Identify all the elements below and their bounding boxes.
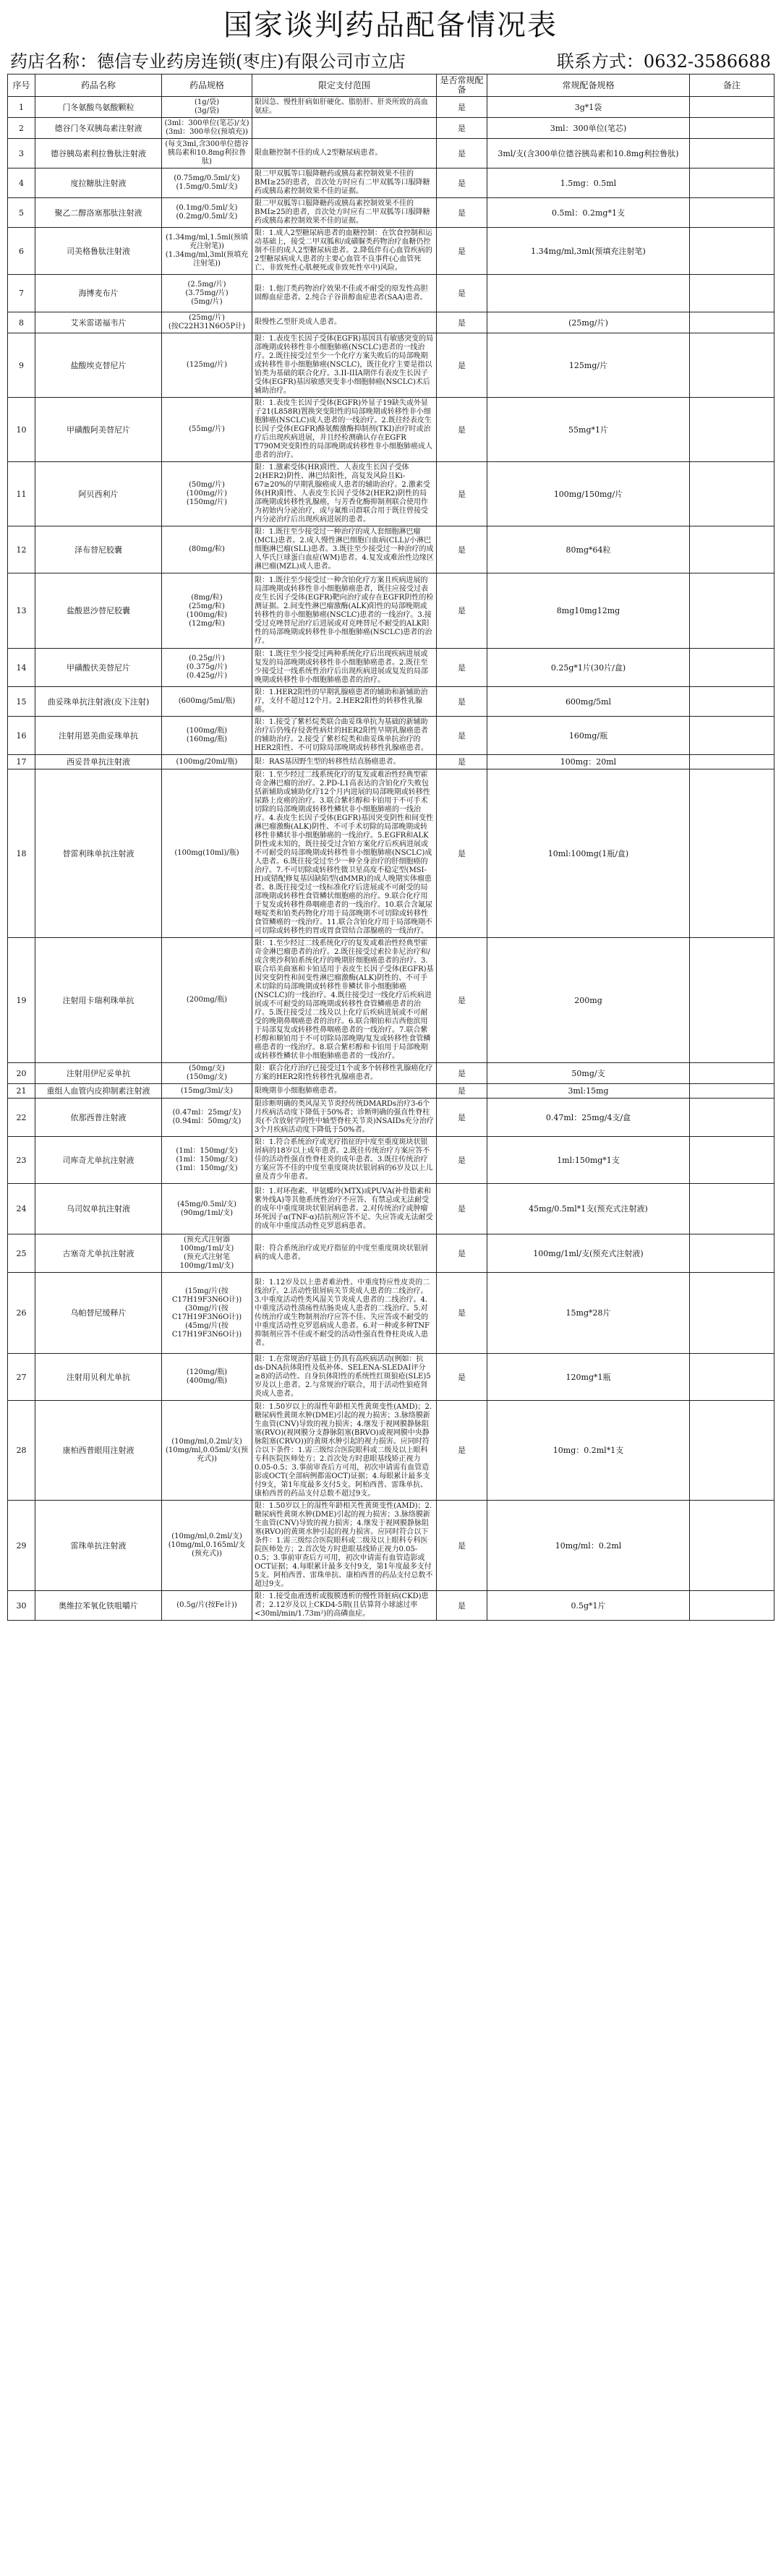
row-number: 17 <box>8 755 35 769</box>
row-number: 21 <box>8 1084 35 1099</box>
payment-scope: 限：1.既往至少接受过一种治疗的成人套细胞淋巴瘤(MCL)患者。2.成人慢性淋巴细胞白血病(CLL)/小淋巴细胞淋巴瘤(SLL)患者。3.既往至少接受过一种治疗的成人华氏巨球蛋白血症(WM)患者。4.复发或难治性边缘区淋巴瘤(MZL)成人患者。 <box>252 526 437 573</box>
drug-spec: (1g/袋) (3g/袋) <box>162 97 252 118</box>
regular-spec: 160mg/瓶 <box>487 717 690 755</box>
drug-spec: (50mg/片) (100mg/片) (150mg/片) <box>162 462 252 526</box>
payment-scope: 限：联合化疗治疗已接受过1个或多个转移性乳腺癌化疗方案的HER2阳性转移性乳腺癌患者。 <box>252 1063 437 1084</box>
col-header-spec: 药品规格 <box>162 74 252 97</box>
row-number: 20 <box>8 1063 35 1084</box>
note <box>690 1084 774 1099</box>
note <box>690 139 774 169</box>
regular-spec: 8mg10mg12mg <box>487 573 690 649</box>
stocked-flag: 是 <box>437 755 487 769</box>
note <box>690 118 774 139</box>
stocked-flag: 是 <box>437 97 487 118</box>
drug-name: 盐酸埃克替尼片 <box>35 333 162 398</box>
stocked-flag: 是 <box>437 462 487 526</box>
note <box>690 333 774 398</box>
table-row <box>8 649 774 687</box>
regular-spec: 1.5mg：0.5ml <box>487 169 690 198</box>
drug-spec: (0.47ml：25mg/支) (0.94ml：50mg/支) <box>162 1099 252 1137</box>
row-number: 27 <box>8 1354 35 1401</box>
stocked-flag: 是 <box>437 198 487 228</box>
drug-name: 西妥昔单抗注射液 <box>35 755 162 769</box>
regular-spec: 1.34mg/ml,3ml(预填充注射笔) <box>487 228 690 275</box>
regular-spec: 3g*1袋 <box>487 97 690 118</box>
note <box>690 169 774 198</box>
regular-spec: 15mg*28片 <box>487 1273 690 1354</box>
regular-spec: 0.47ml：25mg/4支/盒 <box>487 1099 690 1137</box>
drug-spec: (每支3ml,含300单位德谷胰岛素和10.8mg利拉鲁肽) <box>162 139 252 169</box>
table-row <box>8 1184 774 1234</box>
payment-scope: 限：1.至少经过二线系统化疗的复发或难治性经典型霍奇金淋巴瘤的治疗。2.PD-L1高表达的含铂化疗失败包括新辅助或辅助化疗12个月内进展的局部晚期或转移性尿路上皮癌的治疗。3.联合紫杉醇和卡铂用于不可手术切除的局部晚期或转移性鳞状非小细胞肺癌的一线治疗。4.表皮生长因子受体(EGFR)基因突变阴性和间变性淋巴瘤激酶(ALK)阴性、不可手术切除的局部晚期或转移性非鳞状非小细胞肺癌的一线治疗。5.EGFR和ALK阴性或未知的，既往接受过含铂方案化疗后疾病进展或不可耐受的局部晚期或转移性非小细胞肺癌(NSCLC)成人患者。6.既往接受过至少一种全身治疗的肝细胞癌的治疗。7.不可切除或转移性微卫星高度不稳定型(MSI-H)或错配修复基因缺陷型(dMMR)的成人晚期实体瘤患者。8.既往接受过一线标准化疗后进展或不可耐受的局部晚期或转移性食管鳞状细胞癌的治疗。9.联合化疗用于复发或转移性鼻咽癌患者的一线治疗。10.联合含氟尿嘧啶类和铂类药物化疗用于局部晚期不可切除或转移性食管鳞癌的一线治疗。11.联合含铂化疗用于局部晚期不可切除或转移性的胃或胃食管结合部腺癌的一线治疗。 <box>252 769 437 938</box>
payment-scope: 限：1.激素受体(HR)阳性、人表皮生长因子受体2(HER2)阴性、淋巴结阳性，高复发风险且Ki-67≥20%的早期乳腺癌成人患者的辅助治疗。2.激素受体(HR)阳性、人表皮生长因子受体2(HER2)阴性的局部晚期或转移性乳腺癌，与芳香化酶抑制剂联合使用作为初始内分泌治疗，或与氟维司群联合用于既往曾接受内分泌治疗后出现疾病进展的患者。 <box>252 462 437 526</box>
store-phone: 联系方式：0632-3586688 <box>556 51 771 72</box>
stocked-flag: 是 <box>437 1273 487 1354</box>
table-row <box>8 97 774 118</box>
drug-spec: (1.34mg/ml,1.5ml(预填充注射笔)) (1.34mg/ml,3ml(预填充注射笔)) <box>162 228 252 275</box>
drug-spec: (25mg/片) (按C22H31N6O5P计) <box>162 312 252 333</box>
regular-spec: 50mg/支 <box>487 1063 690 1084</box>
payment-scope: 限二甲双胍等口服降糖药或胰岛素控制效果不佳的BMI≥25的患者，首次处方时应有二甲双胍等口服降糖药或胰岛素控制效果不佳的证据。 <box>252 198 437 228</box>
payment-scope: 限：RAS基因野生型的转移性结直肠癌患者。 <box>252 755 437 769</box>
payment-scope: 限：1.HER2阳性的早期乳腺癌患者的辅助和新辅助治疗，支付不超过12个月。2.HER2阳性的转移性乳腺癌。 <box>252 687 437 717</box>
payment-scope: 限：1.接受了紫杉烷类联合曲妥珠单抗为基础的新辅助治疗后仍残存侵袭性病灶的HER2阳性早期乳腺癌患者的辅助治疗。2.接受了紫杉烷类和曲妥珠单抗治疗的HER2阳性、不可切除局部晚期或转移性乳腺癌患者。 <box>252 717 437 755</box>
drug-spec: (120mg/瓶) (400mg/瓶) <box>162 1354 252 1401</box>
drug-name: 重组人血管内皮抑制素注射液 <box>35 1084 162 1099</box>
payment-scope: 限慢性乙型肝炎成人患者。 <box>252 312 437 333</box>
payment-scope: 限因急、慢性肝病如肝硬化、脂肪肝、肝炎所致的高血氨症。 <box>252 97 437 118</box>
drug-spec: (0.25g/片) (0.375g/片) (0.425g/片) <box>162 649 252 687</box>
table-row <box>8 398 774 462</box>
payment-scope: 限：1.表皮生长因子受体(EGFR)外显子19缺失或外显子21(L858R)置换突变阳性的局部晚期或转移性非小细胞肺癌(NSCLC)成人患者的一线治疗。2.既往经表皮生长因子受体(EGFR)酪氨酸激酶抑制剂(TKI)治疗时或治疗后出现疾病进展，并且经检测确认存在EGFR T790M突变阳性的局部晚期或转移性非小细胞肺癌成人患者的治疗。 <box>252 398 437 462</box>
stocked-flag: 是 <box>437 1099 487 1137</box>
row-number: 25 <box>8 1234 35 1273</box>
payment-scope: 限：1.对环孢素、甲氨蝶呤(MTX)或PUVA(补骨脂素和紫外线A)等其他系统性治疗不应答、有禁忌或无法耐受的成年中重度斑块状银屑病患者。2.对传统治疗或肿瘤坏死因子α(TNF-α)拮抗剂应答不足、失应答或无法耐受的成年中重度活动性克罗恩病患者。 <box>252 1184 437 1234</box>
regular-spec: 3ml：300单位(笔芯) <box>487 118 690 139</box>
drug-table <box>7 74 774 1621</box>
stocked-flag: 是 <box>437 1354 487 1401</box>
drug-name: 聚乙二醇洛塞那肽注射液 <box>35 198 162 228</box>
note <box>690 938 774 1063</box>
row-number: 13 <box>8 573 35 649</box>
note <box>690 1591 774 1621</box>
stocked-flag: 是 <box>437 1501 487 1591</box>
drug-name: 甲磺酸阿美替尼片 <box>35 398 162 462</box>
row-number: 15 <box>8 687 35 717</box>
regular-spec: 120mg*1瓶 <box>487 1354 690 1401</box>
table-row <box>8 1354 774 1401</box>
table-row <box>8 769 774 938</box>
regular-spec: 0.5g*1片 <box>487 1591 690 1621</box>
table-row <box>8 1234 774 1273</box>
row-number: 14 <box>8 649 35 687</box>
drug-spec: (10mg/ml,0.2ml/支) (10mg/ml,0.05ml/支(预充式)) <box>162 1401 252 1501</box>
payment-scope: 限：1.既往至少接受过一种含铂化疗方案且疾病进展的局部晚期或转移性非小细胞肺癌患者，既往应接受过表皮生长因子受体(EGFR)靶向治疗或存在EGFR阴性的检测证据。2.间变性淋巴瘤激酶(ALK)阳性的局部晚期或转移性的非小细胞肺癌(NSCLC)患者的一线治疗。3.接受过克唑替尼治疗后进展或对克唑替尼不耐受的ALK阳性的局部晚期或转移性非小细胞肺癌(NSCLC)患者的治疗。 <box>252 573 437 649</box>
regular-spec: 10mg/ml：0.2ml <box>487 1501 690 1591</box>
drug-spec: (125mg/片) <box>162 333 252 398</box>
drug-spec: (100mg/20ml/瓶) <box>162 755 252 769</box>
drug-spec: (0.75mg/0.5ml/支) (1.5mg/0.5ml/支) <box>162 169 252 198</box>
stocked-flag: 是 <box>437 333 487 398</box>
drug-spec: (10mg/ml,0.2ml/支) (10mg/ml,0.165ml/支(预充式)) <box>162 1501 252 1591</box>
drug-name: 奥维拉苯氧化铁咀嚼片 <box>35 1591 162 1621</box>
regular-spec: 0.25g*1片(30片/盒) <box>487 649 690 687</box>
table-row <box>8 462 774 526</box>
drug-name: 司库奇尤单抗注射液 <box>35 1137 162 1184</box>
note <box>690 1137 774 1184</box>
drug-name: 泽布替尼胶囊 <box>35 526 162 573</box>
note <box>690 769 774 938</box>
col-header-regular: 常规配备规格 <box>487 74 690 97</box>
row-number: 4 <box>8 169 35 198</box>
stocked-flag: 是 <box>437 687 487 717</box>
regular-spec: 3ml/支(含300单位德谷胰岛素和10.8mg利拉鲁肽) <box>487 139 690 169</box>
stocked-flag: 是 <box>437 1401 487 1501</box>
stocked-flag: 是 <box>437 526 487 573</box>
drug-spec: (100mg(10ml)/瓶) <box>162 769 252 938</box>
note <box>690 1401 774 1501</box>
stocked-flag: 是 <box>437 169 487 198</box>
table-row <box>8 1591 774 1621</box>
regular-spec: 125mg/片 <box>487 333 690 398</box>
note <box>690 312 774 333</box>
payment-scope: 限：符合系统治疗或光疗指征的中度至重度斑块状银屑病的成人患者。 <box>252 1234 437 1273</box>
regular-spec: 200mg <box>487 938 690 1063</box>
table-row <box>8 687 774 717</box>
regular-spec: 45mg/0.5ml*1支(预充式注射液) <box>487 1184 690 1234</box>
stocked-flag: 是 <box>437 938 487 1063</box>
drug-name: 德谷门冬双胰岛素注射液 <box>35 118 162 139</box>
page <box>7 0 774 1621</box>
row-number: 3 <box>8 139 35 169</box>
table-row <box>8 1401 774 1501</box>
regular-spec: 100mg/1ml/支(预充式注射液) <box>487 1234 690 1273</box>
table-row <box>8 228 774 275</box>
regular-spec: 100mg：20ml <box>487 755 690 769</box>
payment-scope: 限：1.成人2型糖尿病患者的血糖控制：在饮食控制和运动基础上，接受二甲双胍和/或磺脲类药物治疗血糖仍控制不佳的成人2型糖尿病患者。2.降低伴有心血管疾病的2型糖尿病成人患者的主要心血管不良事件(心血管死亡、非致死性心肌梗死或非致死性卒中)风险。 <box>252 228 437 275</box>
stocked-flag: 是 <box>437 312 487 333</box>
row-number: 5 <box>8 198 35 228</box>
table-row <box>8 198 774 228</box>
table-row <box>8 938 774 1063</box>
table-row <box>8 1137 774 1184</box>
drug-spec: (200mg/瓶) <box>162 938 252 1063</box>
drug-spec: (8mg/粒) (25mg/粒) (100mg/粒) (12mg/粒) <box>162 573 252 649</box>
table-row <box>8 717 774 755</box>
table-row <box>8 1273 774 1354</box>
regular-spec: 10mg：0.2ml*1支 <box>487 1401 690 1501</box>
stocked-flag: 是 <box>437 573 487 649</box>
stocked-flag: 是 <box>437 398 487 462</box>
row-number: 2 <box>8 118 35 139</box>
regular-spec <box>487 275 690 312</box>
drug-name: 德谷胰岛素利拉鲁肽注射液 <box>35 139 162 169</box>
payment-scope: 限：1.50岁以上的湿性年龄相关性黄斑变性(AMD)；2.糖尿病性黄斑水肿(DME)引起的视力损害；3.脉络膜新生血管(CNV)导致的视力损害；4.继发于视网膜静脉阻塞(RVO)(视网膜分支静脉阻塞(BRVO)或视网膜中央静脉阻塞(CRVO))的黄斑水肿引起的视力损害。应同时符合以下条件：1.需三级综合医院眼科或二级及以上眼科专科医院医师处方；2.首次处方时患眼基线矫正视力0.05-0.5；3.事前审查后方可用，初次申请需有血管造影或OCT(全部病例都需OCT)证据；4.每眼累计最多支付9支，第1年度最多支付5支。阿柏西普、雷珠单抗、康柏西普的药品支付总数不超过9支。 <box>252 1401 437 1501</box>
payment-scope: 限：1.50岁以上的湿性年龄相关性黄斑变性(AMD)；2.糖尿病性黄斑水肿(DME)引起的视力损害；3.脉络膜新生血管(CNV)导致的视力损害；4.继发于视网膜静脉阻塞(RVO)的黄斑水肿引起的视力损害。应同时符合以下条件：1.需三级综合医院眼科或二级及以上眼科专科医院医师处方；2.首次处方时患眼基线矫正视力0.05-0.5；3.事前审查后方可用，初次申请需有血管造影或OCT证据；4.每眼累计最多支付9支，第1年度最多支付5支。阿柏西普、雷珠单抗、康柏西普的药品支付总数不超过9支。 <box>252 1501 437 1591</box>
regular-spec: 1ml:150mg*1支 <box>487 1137 690 1184</box>
drug-spec: (3ml：300单位(笔芯)/支) (3ml：300单位(预填充)) <box>162 118 252 139</box>
stocked-flag: 是 <box>437 717 487 755</box>
regular-spec: 100mg/150mg/片 <box>487 462 690 526</box>
payment-scope <box>252 118 437 139</box>
stocked-flag: 是 <box>437 649 487 687</box>
drug-name: 依那西普注射液 <box>35 1099 162 1137</box>
drug-name: 注射用贝利尤单抗 <box>35 1354 162 1401</box>
store-header <box>7 45 774 74</box>
drug-spec: (2.5mg/片) (3.75mg/片) (5mg/片) <box>162 275 252 312</box>
stocked-flag: 是 <box>437 1234 487 1273</box>
row-number: 19 <box>8 938 35 1063</box>
col-header-scope: 限定支付范围 <box>252 74 437 97</box>
drug-spec: (15mg/片(按C17H19F3N6O计)) (30mg/片(按C17H19F3N6O计)) (45mg/片(按C17H19F3N6O计)) <box>162 1273 252 1354</box>
drug-name: 艾米雷诺福韦片 <box>35 312 162 333</box>
drug-name: 雷珠单抗注射液 <box>35 1501 162 1591</box>
row-number: 12 <box>8 526 35 573</box>
row-number: 18 <box>8 769 35 938</box>
row-number: 29 <box>8 1501 35 1591</box>
drug-spec: (1ml：150mg/支) (1ml：150mg/支) (1ml：150mg/支) <box>162 1137 252 1184</box>
row-number: 26 <box>8 1273 35 1354</box>
drug-name: 古塞奇尤单抗注射液 <box>35 1234 162 1273</box>
table-row <box>8 1084 774 1099</box>
note <box>690 1184 774 1234</box>
drug-name: 乌司奴单抗注射液 <box>35 1184 162 1234</box>
stocked-flag: 是 <box>437 1591 487 1621</box>
table-row <box>8 755 774 769</box>
note <box>690 649 774 687</box>
stocked-flag: 是 <box>437 1184 487 1234</box>
drug-name: 康柏西普眼用注射液 <box>35 1401 162 1501</box>
payment-scope: 限：1.12岁及以上患者难治性、中重度特应性皮炎的二线治疗。2.活动性银屑病关节炎成人患者的二线治疗。3.中重度活动性类风湿关节炎成人患者的二线治疗。4.中重度活动性溃疡性结肠炎成人患者的二线治疗。5.对传统治疗或生物制剂治疗应答不佳、失应答或不耐受的中重度活动性克罗恩病成人患者。6.对一种或多种TNF抑制剂应答不佳或不耐受的活动性强直性脊柱炎成人患者。 <box>252 1273 437 1354</box>
row-number: 11 <box>8 462 35 526</box>
table-row <box>8 1063 774 1084</box>
table-row <box>8 1501 774 1591</box>
payment-scope: 限血糖控制不佳的成人2型糖尿病患者。 <box>252 139 437 169</box>
payment-scope: 限晚期非小细胞肺癌患者。 <box>252 1084 437 1099</box>
regular-spec: (25mg/片) <box>487 312 690 333</box>
table-row <box>8 139 774 169</box>
note <box>690 198 774 228</box>
col-header-note: 备注 <box>690 74 774 97</box>
table-row <box>8 118 774 139</box>
row-number: 8 <box>8 312 35 333</box>
drug-name: 盐酸恩沙替尼胶囊 <box>35 573 162 649</box>
payment-scope: 限：1.至少经过二线系统化疗的复发或难治性经典型霍奇金淋巴瘤患者的治疗。2.既往接受过索拉非尼治疗和/或含奥沙利铂系统化疗的晚期肝细胞癌患者的治疗。3.联合培美曲塞和卡铂适用于表皮生长因子受体(EGFR)基因突变阴性和间变性淋巴瘤激酶(ALK)阴性的、不可手术切除的局部晚期或转移性非鳞状非小细胞肺癌(NSCLC)的一线治疗。4.既往接受过一线化疗后疾病进展或不可耐受的局部晚期或转移性食管鳞癌患者的治疗。5.既往接受过二线及以上化疗后疾病进展或不可耐受的晚期鼻咽癌患者的治疗。6.联合顺铂和吉西他滨用于局部复发或转移性鼻咽癌患者的一线治疗。7.联合紫杉醇和顺铂用于不可切除局部晚期/复发或转移性食管鳞癌患者的一线治疗。8.联合紫杉醇和卡铂用于局部晚期或转移性鳞状非小细胞肺癌患者的一线治疗。 <box>252 938 437 1063</box>
table-row <box>8 312 774 333</box>
drug-name: 阿贝西利片 <box>35 462 162 526</box>
drug-spec: (0.1mg/0.5ml/支) (0.2mg/0.5ml/支) <box>162 198 252 228</box>
drug-name: 注射用伊尼妥单抗 <box>35 1063 162 1084</box>
note <box>690 526 774 573</box>
drug-spec: (600mg/5ml/瓶) <box>162 687 252 717</box>
stocked-flag: 是 <box>437 118 487 139</box>
note <box>690 1501 774 1591</box>
table-row <box>8 526 774 573</box>
drug-name: 曲妥珠单抗注射液(皮下注射) <box>35 687 162 717</box>
row-number: 28 <box>8 1401 35 1501</box>
payment-scope: 限二甲双胍等口服降糖药或胰岛素控制效果不佳的BMI≥25的患者，首次处方时应有二甲双胍等口服降糖药或胰岛素控制效果不佳的证据。 <box>252 169 437 198</box>
note <box>690 1099 774 1137</box>
drug-name: 替雷利珠单抗注射液 <box>35 769 162 938</box>
stocked-flag: 是 <box>437 275 487 312</box>
payment-scope: 限：1.在常规治疗基础上仍具有高疾病活动(例如：抗ds-DNA抗体阳性及低补体、SELENA-SLEDAI评分≥8)的活动性、自身抗体阳性的系统性红斑狼疮(SLE)5岁及以上患者。2.与常规治疗联合，用于活动性狼疮肾炎成人患者。 <box>252 1354 437 1401</box>
note <box>690 275 774 312</box>
payment-scope: 限：1.既往至少接受过两种系统化疗后出现疾病进展或复发的局部晚期或转移性非小细胞肺癌患者。2.既往至少接受过一线系统性治疗后出现疾病进展或复发的局部晚期或转移性非小细胞肺癌患者的治疗。 <box>252 649 437 687</box>
note <box>690 398 774 462</box>
table-row <box>8 333 774 398</box>
row-number: 30 <box>8 1591 35 1621</box>
regular-spec: 55mg*1片 <box>487 398 690 462</box>
drug-spec: (100mg/瓶) (160mg/瓶) <box>162 717 252 755</box>
table-row <box>8 573 774 649</box>
stocked-flag: 是 <box>437 1063 487 1084</box>
drug-name: 注射用卡瑞利珠单抗 <box>35 938 162 1063</box>
drug-spec: (15mg/3ml/支) <box>162 1084 252 1099</box>
row-number: 7 <box>8 275 35 312</box>
regular-spec: 600mg/5ml <box>487 687 690 717</box>
payment-scope: 限：1.接受血液透析或腹膜透析的慢性肾脏病(CKD)患者；2.12岁及以上CKD4-5期(且估算肾小球滤过率<30ml/min/1.73m²)的高磷血症。 <box>252 1591 437 1621</box>
store-name: 药店名称：德信专业药房连锁(枣庄)有限公司市立店 <box>10 51 406 72</box>
payment-scope: 限：1.符合系统治疗或光疗指征的中度至重度斑块状银屑病的18岁以上成年患者。2.既往传统治疗方案应答不佳的活动性强直性脊柱炎的成年患者。3.既往传统治疗方案应答不佳的中度至重度斑块状银屑病的6岁及以上儿童及青少年患者。 <box>252 1137 437 1184</box>
note <box>690 228 774 275</box>
stocked-flag: 是 <box>437 1084 487 1099</box>
col-header-no: 序号 <box>8 74 35 97</box>
row-number: 10 <box>8 398 35 462</box>
regular-spec: 3ml:15mg <box>487 1084 690 1099</box>
row-number: 6 <box>8 228 35 275</box>
row-number: 1 <box>8 97 35 118</box>
payment-scope: 限诊断明确的类风湿关节炎经传统DMARDs治疗3-6个月疾病活动度下降低于50%者；诊断明确的强直性脊柱炎(不含放射学阴性中轴型脊柱关节炎)NSAIDs充分治疗3个月疾病活动度下降低于50%者。 <box>252 1099 437 1137</box>
drug-spec: (55mg/片) <box>162 398 252 462</box>
stocked-flag: 是 <box>437 769 487 938</box>
drug-spec: (0.5g/片(按Fe计)) <box>162 1591 252 1621</box>
note <box>690 573 774 649</box>
row-number: 9 <box>8 333 35 398</box>
payment-scope: 限：1.表皮生长因子受体(EGFR)基因具有敏感突变的局部晚期或转移性非小细胞肺癌(NSCLC)患者的一线治疗。2.既往接受过至少一个化疗方案失败后的局部晚期或转移性非小细胞肺癌(NSCLC)，既往化疗主要是指以铂类为基础的联合化疗。3.II-IIIA期伴有表皮生长因子受体(EGFR)基因敏感突变非小细胞肺癌(NSCLC)术后辅助治疗。 <box>252 333 437 398</box>
note <box>690 1063 774 1084</box>
drug-name: 度拉糖肽注射液 <box>35 169 162 198</box>
col-header-name: 药品名称 <box>35 74 162 97</box>
regular-spec: 10ml:100mg(1瓶/盒) <box>487 769 690 938</box>
note <box>690 717 774 755</box>
drug-name: 门冬氨酸鸟氨酸颗粒 <box>35 97 162 118</box>
row-number: 23 <box>8 1137 35 1184</box>
table-header-row <box>8 74 774 97</box>
drug-spec: (预充式注射器100mg/1ml/支) (预充式注射笔100mg/1ml/支) <box>162 1234 252 1273</box>
stocked-flag: 是 <box>437 139 487 169</box>
regular-spec: 0.5ml：0.2mg*1支 <box>487 198 690 228</box>
drug-name: 甲磺酸伏美替尼片 <box>35 649 162 687</box>
table-row <box>8 169 774 198</box>
drug-spec: (80mg/粒) <box>162 526 252 573</box>
drug-spec: (45mg/0.5ml/支) (90mg/1ml/支) <box>162 1184 252 1234</box>
table-row <box>8 275 774 312</box>
table-row <box>8 1099 774 1137</box>
row-number: 24 <box>8 1184 35 1234</box>
note <box>690 1234 774 1273</box>
col-header-stocked: 是否常规配备 <box>437 74 487 97</box>
note <box>690 687 774 717</box>
drug-spec: (50mg/支) (150mg/支) <box>162 1063 252 1084</box>
row-number: 16 <box>8 717 35 755</box>
stocked-flag: 是 <box>437 228 487 275</box>
stocked-flag: 是 <box>437 1137 487 1184</box>
note <box>690 1354 774 1401</box>
drug-name: 司美格鲁肽注射液 <box>35 228 162 275</box>
regular-spec: 80mg*64粒 <box>487 526 690 573</box>
payment-scope: 限：1.他汀类药物治疗效果不佳或不耐受的原发性高胆固醇血症患者。2.纯合子谷甾醇血症患者(SAA)患者。 <box>252 275 437 312</box>
drug-name: 乌帕替尼缓释片 <box>35 1273 162 1354</box>
drug-name: 注射用恩美曲妥珠单抗 <box>35 717 162 755</box>
note <box>690 462 774 526</box>
note <box>690 1273 774 1354</box>
page-title: 国家谈判药品配备情况表 <box>223 8 558 42</box>
note <box>690 97 774 118</box>
note <box>690 755 774 769</box>
row-number: 22 <box>8 1099 35 1137</box>
drug-name: 海博麦布片 <box>35 275 162 312</box>
